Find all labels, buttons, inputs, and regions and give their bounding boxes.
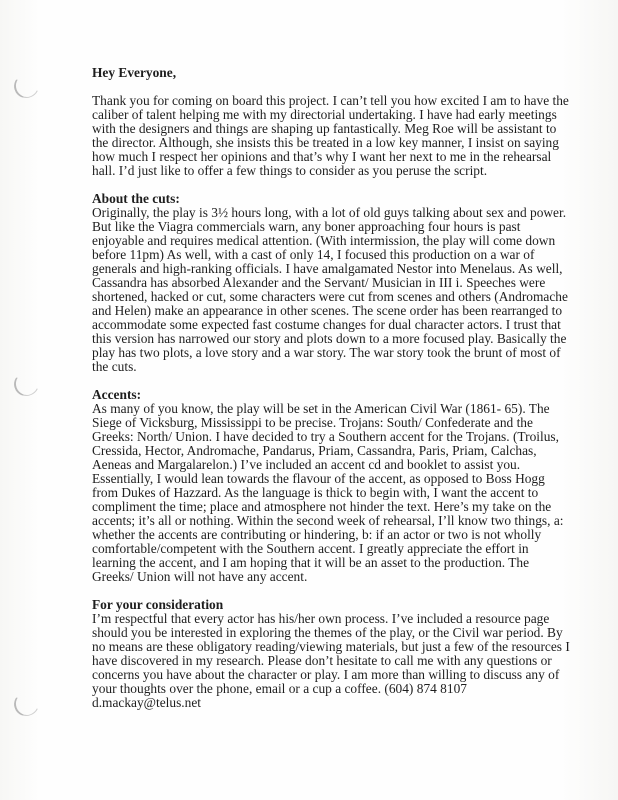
text-line: should you be interested in exploring the themes of the play, or the Civil war period. By bbox=[92, 625, 563, 640]
text-line: shortened, hacked or cut, some characters were cut from scenes and others (Andromache bbox=[92, 289, 568, 304]
text-line: But like the Viagra commercials warn, any boner approaching four hours is past bbox=[92, 219, 521, 234]
paragraph-spacer bbox=[92, 584, 570, 598]
text-line: Aeneas and Margalarelon.) I’ve included an accent cd and booklet to assist you. bbox=[92, 457, 521, 472]
text-line: concerns you have about the character or play. I am more than willing to discuss any of bbox=[92, 667, 560, 682]
text-line: from Dukes of Hazzard. As the language is thick to begin with, I want the accent to bbox=[92, 485, 539, 500]
text-line: accents; it’s all or nothing. Within the second week of rehearsal, I’ll know two things, a: bbox=[92, 513, 564, 528]
text-line: Essentially, I would lean towards the flavour of the accent, as opposed to Boss Hogg bbox=[92, 471, 545, 486]
text-line: before 11pm) As well, with a cast of only 14, I focused this production on a war of bbox=[92, 247, 535, 262]
text-line: with the designers and things are shaping up fantastically. Meg Roe will be assistant to bbox=[92, 121, 557, 136]
text-line: I’m respectful that every actor has his/her own process. I’ve included a resource page bbox=[92, 611, 550, 626]
text-line: Cressida, Hector, Andromache, Pandarus, Priam, Cassandra, Paris, Priam, Calchas, bbox=[92, 443, 537, 458]
letter-section bbox=[92, 598, 570, 710]
letter-section bbox=[92, 388, 570, 584]
punch-hole-top bbox=[11, 70, 43, 101]
text-line: Greeks/ Union will not have any accent. bbox=[92, 569, 308, 584]
text-line: Cassandra has absorbed Alexander and the Servant/ Musician in III i. Speeches were bbox=[92, 275, 546, 290]
paragraph-spacer bbox=[92, 80, 570, 94]
text-line: compliment the time; place and atmosphere not hinder the text. Here’s my take on the bbox=[92, 499, 552, 514]
text-line: Siege of Vicksburg, Mississippi to be precise. Trojans: South/ Confederate and the bbox=[92, 415, 533, 430]
text-line: d.mackay@telus.net bbox=[92, 695, 202, 710]
text-line: enjoyable and requires medical attention. (With intermission, the play will come down bbox=[92, 233, 556, 248]
text-line: Greeks: North/ Union. I have decided to try a Southern accent for the Trojans. (Troilus, bbox=[92, 429, 559, 444]
text-line: accommodate some expected fast costume changes for dual character actors. I trust that bbox=[92, 317, 561, 332]
text-line: your thoughts over the phone, email or a cup a coffee. (604) 874 8107 bbox=[92, 681, 467, 696]
text-line: Originally, the play is 3½ hours long, with a lot of old guys talking about sex and power. bbox=[92, 205, 567, 220]
text-line: no means are these obligatory reading/viewing materials, but just a few of the resources I bbox=[92, 639, 570, 654]
text-line: this version has narrowed our story and plots down to a more focused play. Basically the bbox=[92, 331, 567, 346]
text-line: learning the accent, and I am hoping that it will be an asset to the production. The bbox=[92, 555, 530, 570]
letter-section bbox=[92, 94, 570, 178]
text-line: play has two plots, a love story and a war story. The war story took the brunt of most of bbox=[92, 345, 561, 360]
text-line: hall. I’d just like to offer a few things to consider as you peruse the script. bbox=[92, 163, 488, 178]
text-line: have discovered in my research. Please don’t hesitate to call me with any questions or bbox=[92, 653, 552, 668]
paragraph-spacer bbox=[92, 178, 570, 192]
text-line: caliber of talent helping me with my directorial undertaking. I have had early meetings bbox=[92, 107, 557, 122]
punch-hole-middle bbox=[11, 368, 43, 399]
section-heading: About the cuts: bbox=[92, 191, 180, 206]
letter-body bbox=[92, 66, 570, 710]
greeting: Hey Everyone, bbox=[92, 65, 177, 80]
punch-hole-bottom bbox=[11, 688, 43, 719]
section-heading: Accents: bbox=[92, 387, 142, 402]
text-line: whether the accents are contributing or hindering, b: if an actor or two is not wholly bbox=[92, 527, 542, 542]
letter-section bbox=[92, 192, 570, 374]
text-line: and Helen) make an appearance in other scenes. The scene order has been rearranged to bbox=[92, 303, 563, 318]
text-line: Thank you for coming on board this project. I can’t tell you how excited I am to have the bbox=[92, 93, 569, 108]
text-line: generals and high-ranking officials. I have amalgamated Nestor into Menelaus. As well, bbox=[92, 261, 563, 276]
text-line: comfortable/competent with the Southern accent. I greatly appreciate the effort in bbox=[92, 541, 529, 556]
text-line: the director. Although, she insists this be treated in a low key manner, I insist on saying bbox=[92, 135, 559, 150]
text-line: the cuts. bbox=[92, 359, 137, 374]
paragraph-spacer bbox=[92, 374, 570, 388]
section-heading: For your consideration bbox=[92, 597, 224, 612]
text-line: how much I respect her opinions and that’s why I want her next to me in the rehearsal bbox=[92, 149, 552, 164]
text-line: As many of you know, the play will be set in the American Civil War (1861- 65). The bbox=[92, 401, 550, 416]
